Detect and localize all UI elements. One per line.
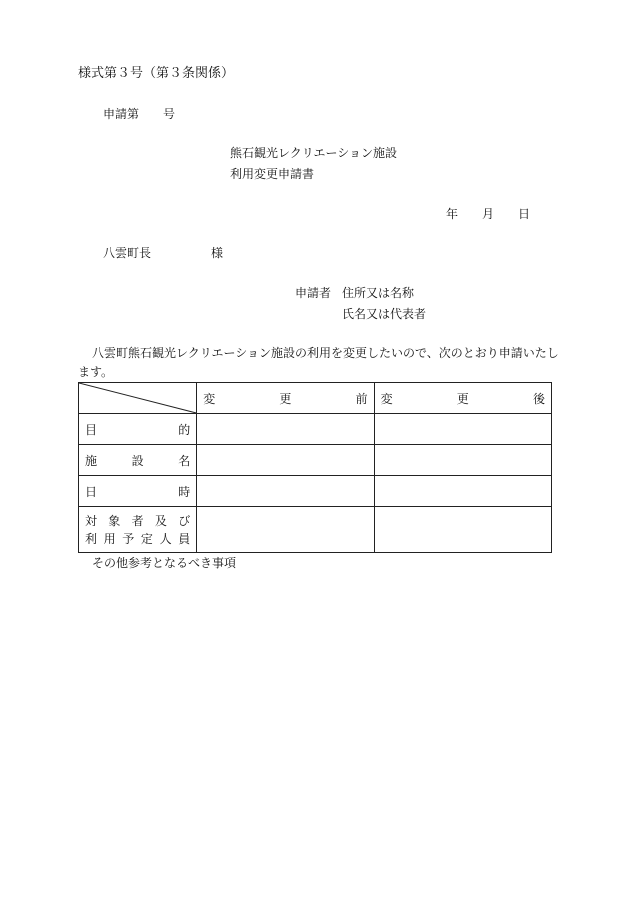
- header-char: 前: [355, 391, 368, 406]
- label-char: 利: [85, 531, 98, 546]
- label-char: 用: [103, 531, 116, 546]
- datetime-before-cell[interactable]: [197, 476, 374, 507]
- header-char: 更: [279, 391, 292, 406]
- header-char: 変: [380, 391, 393, 406]
- row-label-facility: [79, 445, 197, 476]
- table-row-facility: [79, 445, 552, 476]
- header-char: 変: [203, 391, 216, 406]
- label-char: 時: [178, 484, 191, 499]
- table-header-row: [79, 383, 552, 414]
- document-title-line2: 利用変更申請書: [230, 167, 315, 181]
- form-number: 様式第３号（第３条関係）: [78, 66, 235, 81]
- body-text-line1: 八雲町熊石観光レクリエーション施設の利用を変更したいので、次のとおり申請いたし: [92, 346, 559, 360]
- table-row-purpose: [79, 414, 552, 445]
- label-char: 名: [178, 453, 191, 468]
- table-row-target: [79, 507, 552, 553]
- body-text-line2: ます。: [78, 365, 114, 379]
- facility-after-cell[interactable]: [374, 445, 551, 476]
- purpose-after-cell[interactable]: [374, 414, 551, 445]
- target-before-cell[interactable]: [197, 507, 374, 553]
- label-char: 目: [85, 422, 98, 437]
- datetime-after-cell[interactable]: [374, 476, 551, 507]
- after-change-header: [374, 383, 551, 414]
- target-after-cell[interactable]: [374, 507, 551, 553]
- label-char: 日: [85, 484, 98, 499]
- row-label-datetime: [79, 476, 197, 507]
- facility-before-cell[interactable]: [197, 445, 374, 476]
- applicant-address-label: 住所又は名称: [342, 286, 415, 300]
- date-line: 年 月 日: [446, 207, 531, 221]
- label-char: 予: [122, 531, 135, 546]
- label-char: 施: [85, 453, 98, 468]
- label-char: 者: [131, 513, 144, 528]
- label-char: 人: [159, 531, 172, 546]
- before-change-header: [197, 383, 374, 414]
- label-char: 定: [140, 531, 153, 546]
- diagonal-line: [79, 383, 196, 413]
- document-title-line1: 熊石観光レクリエーション施設: [230, 146, 398, 160]
- change-table: [78, 382, 552, 553]
- label-char: び: [178, 513, 191, 528]
- label-char: 的: [178, 422, 191, 437]
- label-char: 対: [85, 513, 98, 528]
- applicant-name-label: 氏名又は代表者: [342, 307, 427, 321]
- label-char: 員: [178, 531, 191, 546]
- label-char: 及: [154, 513, 167, 528]
- header-char: 更: [456, 391, 469, 406]
- row-label-target: [79, 507, 197, 553]
- diagonal-corner-cell: [79, 383, 197, 414]
- purpose-before-cell[interactable]: [197, 414, 374, 445]
- table-row-datetime: [79, 476, 552, 507]
- footer-note: その他参考となるべき事項: [92, 556, 237, 570]
- row-label-purpose: [79, 414, 197, 445]
- label-char: 象: [108, 513, 121, 528]
- label-char: 設: [131, 453, 144, 468]
- applicant-label: 申請者: [295, 286, 332, 300]
- addressee: 八雲町長 様: [103, 246, 224, 260]
- application-number: 申請第 号: [103, 107, 176, 121]
- header-char: 後: [532, 391, 545, 406]
